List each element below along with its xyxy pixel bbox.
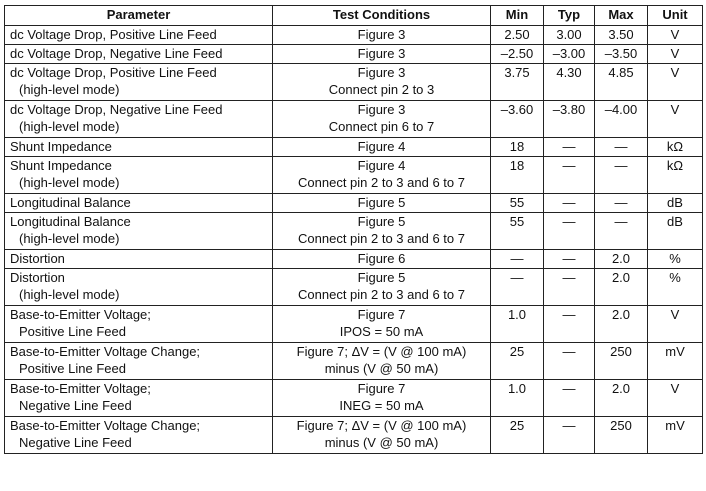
test-condition-text: Figure 3: [357, 27, 406, 42]
max-cell: –3.50: [595, 45, 648, 64]
typ-cell: —: [544, 213, 595, 250]
test-condition-cell: [273, 269, 491, 306]
unit-cell: dB: [648, 213, 703, 250]
parameter-text: Positive Line Feed: [19, 323, 126, 339]
parameter-cell: [5, 157, 273, 194]
min-cell: 1.0: [491, 306, 544, 343]
max-cell: 4.85: [595, 64, 648, 101]
min-cell: 55: [491, 194, 544, 213]
test-condition-text: Figure 3: [357, 46, 406, 61]
unit-cell: V: [648, 26, 703, 45]
max-cell: 2.0: [595, 250, 648, 269]
table-row: [5, 306, 703, 343]
header-parameter: Parameter: [5, 6, 273, 26]
test-condition-text: Figure 6: [357, 251, 406, 266]
test-condition-cell: [273, 250, 491, 269]
parameter-text: dc Voltage Drop, Negative Line Feed: [10, 46, 223, 61]
test-condition-cell: [273, 213, 491, 250]
max-cell: 2.0: [595, 306, 648, 343]
parameter-text: (high-level mode): [19, 286, 120, 302]
test-condition-cell: [273, 343, 491, 380]
parameter-cell: [5, 417, 273, 454]
min-cell: 3.75: [491, 64, 544, 101]
typ-cell: 3.00: [544, 26, 595, 45]
parameter-cell: [5, 343, 273, 380]
min-cell: –3.60: [491, 101, 544, 138]
max-cell: —: [595, 213, 648, 250]
parameter-cell: [5, 380, 273, 417]
unit-cell: V: [648, 101, 703, 138]
test-condition-cell: [273, 417, 491, 454]
max-cell: 3.50: [595, 26, 648, 45]
test-condition-text: INEG = 50 mA: [339, 397, 424, 413]
typ-cell: —: [544, 269, 595, 306]
test-condition-cell: [273, 45, 491, 64]
parameter-text: (high-level mode): [19, 230, 120, 246]
test-condition-text: Figure 7: [357, 307, 406, 322]
typ-cell: —: [544, 194, 595, 213]
parameter-text: (high-level mode): [19, 81, 120, 97]
parameter-cell: [5, 194, 273, 213]
parameter-text: Base-to-Emitter Voltage Change;: [10, 418, 201, 433]
table-row: [5, 157, 703, 194]
unit-cell: V: [648, 306, 703, 343]
min-cell: —: [491, 269, 544, 306]
table-row: [5, 269, 703, 306]
unit-cell: V: [648, 45, 703, 64]
parameter-text: Distortion: [10, 270, 65, 285]
table-row: [5, 64, 703, 101]
min-cell: 18: [491, 157, 544, 194]
parameter-cell: [5, 26, 273, 45]
test-condition-cell: [273, 194, 491, 213]
parameter-text: Shunt Impedance: [10, 158, 112, 173]
test-condition-text: Figure 5: [357, 195, 406, 210]
unit-cell: V: [648, 380, 703, 417]
min-cell: –2.50: [491, 45, 544, 64]
parameter-text: Longitudinal Balance: [10, 195, 131, 210]
parameter-cell: [5, 101, 273, 138]
header-max: Max: [595, 6, 648, 26]
test-condition-text: Figure 3: [357, 102, 406, 117]
unit-cell: mV: [648, 343, 703, 380]
typ-cell: —: [544, 250, 595, 269]
max-cell: –4.00: [595, 101, 648, 138]
table-row: [5, 45, 703, 64]
typ-cell: —: [544, 306, 595, 343]
parameter-cell: [5, 138, 273, 157]
header-row: [5, 6, 703, 26]
test-condition-text: Connect pin 2 to 3: [328, 81, 435, 97]
test-condition-text: Connect pin 2 to 3 and 6 to 7: [298, 286, 465, 302]
parameter-text: dc Voltage Drop, Positive Line Feed: [10, 27, 217, 42]
table-row: [5, 213, 703, 250]
parameter-cell: [5, 45, 273, 64]
specification-table: [4, 5, 703, 454]
min-cell: 2.50: [491, 26, 544, 45]
parameter-cell: [5, 250, 273, 269]
header-typ: Typ: [544, 6, 595, 26]
parameter-cell: [5, 269, 273, 306]
typ-cell: —: [544, 157, 595, 194]
max-cell: 250: [595, 343, 648, 380]
unit-cell: V: [648, 64, 703, 101]
parameter-text: Distortion: [10, 251, 65, 266]
unit-cell: mV: [648, 417, 703, 454]
typ-cell: —: [544, 380, 595, 417]
max-cell: 2.0: [595, 269, 648, 306]
table-row: [5, 380, 703, 417]
min-cell: —: [491, 250, 544, 269]
table-row: [5, 138, 703, 157]
test-condition-cell: [273, 306, 491, 343]
table-body: [5, 26, 703, 454]
test-condition-text: minus (V @ 50 mA): [324, 434, 439, 450]
parameter-text: dc Voltage Drop, Positive Line Feed: [10, 65, 217, 80]
parameter-text: (high-level mode): [19, 174, 120, 190]
test-condition-cell: [273, 26, 491, 45]
max-cell: 250: [595, 417, 648, 454]
test-condition-text: Figure 3: [357, 65, 406, 80]
test-condition-cell: [273, 380, 491, 417]
test-condition-cell: [273, 138, 491, 157]
header-unit: Unit: [648, 6, 703, 26]
test-condition-text: Connect pin 6 to 7: [328, 118, 435, 134]
max-cell: —: [595, 157, 648, 194]
parameter-text: Shunt Impedance: [10, 139, 112, 154]
test-condition-text: Connect pin 2 to 3 and 6 to 7: [298, 174, 465, 190]
typ-cell: —: [544, 138, 595, 157]
parameter-text: Negative Line Feed: [19, 434, 132, 450]
unit-cell: %: [648, 250, 703, 269]
parameter-cell: [5, 64, 273, 101]
parameter-text: dc Voltage Drop, Negative Line Feed: [10, 102, 223, 117]
typ-cell: —: [544, 343, 595, 380]
test-condition-text: Figure 5: [357, 270, 406, 285]
test-condition-text: Connect pin 2 to 3 and 6 to 7: [298, 230, 465, 246]
parameter-text: Base-to-Emitter Voltage;: [10, 381, 151, 396]
test-condition-cell: [273, 64, 491, 101]
max-cell: 2.0: [595, 380, 648, 417]
max-cell: —: [595, 138, 648, 157]
table-row: [5, 26, 703, 45]
test-condition-text: Figure 4: [357, 139, 406, 154]
min-cell: 55: [491, 213, 544, 250]
test-condition-text: Figure 7; ΔV = (V @ 100 mA): [296, 418, 467, 433]
typ-cell: –3.80: [544, 101, 595, 138]
unit-cell: kΩ: [648, 138, 703, 157]
test-condition-cell: [273, 101, 491, 138]
max-cell: —: [595, 194, 648, 213]
table-row: [5, 417, 703, 454]
parameter-text: Negative Line Feed: [19, 397, 132, 413]
typ-cell: —: [544, 417, 595, 454]
unit-cell: dB: [648, 194, 703, 213]
parameter-text: Base-to-Emitter Voltage;: [10, 307, 151, 322]
unit-cell: kΩ: [648, 157, 703, 194]
test-condition-text: Figure 5: [357, 214, 406, 229]
test-condition-cell: [273, 157, 491, 194]
test-condition-text: minus (V @ 50 mA): [324, 360, 439, 376]
test-condition-text: IPOS = 50 mA: [339, 323, 424, 339]
table-row: [5, 250, 703, 269]
test-condition-text: Figure 7: [357, 381, 406, 396]
header-test-conditions: Test Conditions: [273, 6, 491, 26]
parameter-text: Base-to-Emitter Voltage Change;: [10, 344, 201, 359]
min-cell: 18: [491, 138, 544, 157]
unit-cell: %: [648, 269, 703, 306]
typ-cell: –3.00: [544, 45, 595, 64]
min-cell: 1.0: [491, 380, 544, 417]
parameter-text: Longitudinal Balance: [10, 214, 131, 229]
parameter-text: (high-level mode): [19, 118, 120, 134]
test-condition-text: Figure 7; ΔV = (V @ 100 mA): [296, 344, 467, 359]
parameter-cell: [5, 213, 273, 250]
parameter-text: Positive Line Feed: [19, 360, 126, 376]
parameter-cell: [5, 306, 273, 343]
min-cell: 25: [491, 343, 544, 380]
min-cell: 25: [491, 417, 544, 454]
table-row: [5, 101, 703, 138]
table-row: [5, 194, 703, 213]
table-row: [5, 343, 703, 380]
typ-cell: 4.30: [544, 64, 595, 101]
header-min: Min: [491, 6, 544, 26]
test-condition-text: Figure 4: [357, 158, 406, 173]
